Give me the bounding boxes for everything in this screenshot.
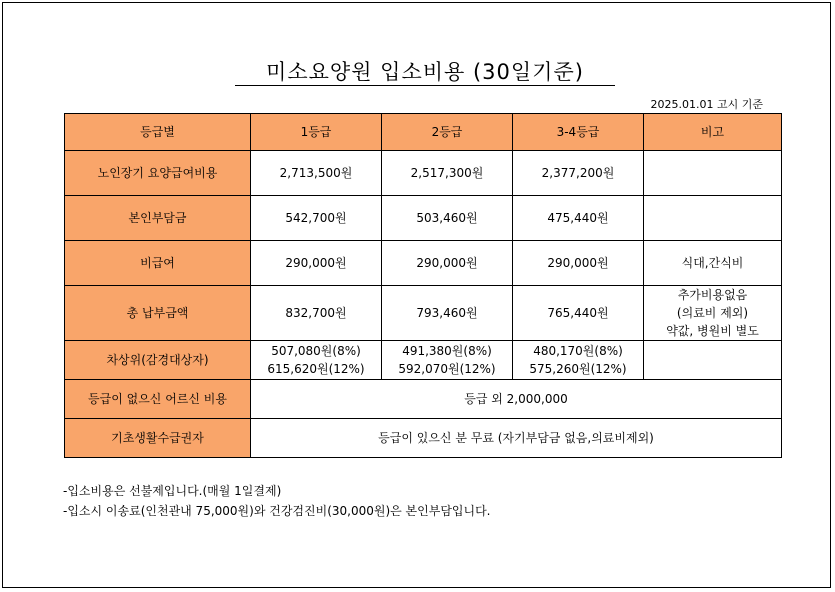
table-cell: 542,700원 [251,196,382,241]
header-grade: 등급별 [65,114,251,151]
cell-line: 592,070원(12%) [398,362,496,376]
cell-line: 615,620원(12%) [267,362,365,376]
cell-line: 575,260원(12%) [529,362,627,376]
table-cell: 503,460원 [382,196,513,241]
table-cell: 290,000원 [513,241,644,286]
table-row [65,341,782,380]
remarks-cell [644,196,782,241]
cell-line: 480,170원(8%) [533,344,623,358]
table-cell: 475,440원 [513,196,644,241]
cell-line: 507,080원(8%) [271,344,361,358]
header-grade-3-4: 3-4등급 [513,114,644,151]
header-grade-1: 1등급 [251,114,382,151]
table-row [65,380,782,419]
table-cell [513,341,644,380]
row-label: 등급이 없으신 어르신 비용 [65,380,251,419]
page-title: 미소요양원 입소비용 (30일기준) [235,59,615,86]
row-label: 차상위(감경대상자) [65,341,251,380]
row-label: 총 납부금액 [65,286,251,341]
table-cell [251,341,382,380]
date-note: 2025.01.01 고시 기준 [650,98,763,111]
table-header-row [65,114,782,151]
row-label: 본인부담금 [65,196,251,241]
footnote-transport: -입소시 이송료(인천관내 75,000원)와 건강검진비(30,000원)은 본인부담입니다. [63,504,491,518]
table-row [65,419,782,458]
footnote-prepay: -입소비용은 선불제입니다.(매월 1일결제) [63,484,282,498]
header-grade-2: 2등급 [382,114,513,151]
merged-cell: 등급이 있으신 분 무료 (자기부담금 없음,의료비제외) [251,419,782,458]
remarks-line: 약값, 병원비 별도 [666,324,759,338]
table-row [65,286,782,341]
table-cell [382,341,513,380]
table-row [65,151,782,196]
remarks-cell [644,286,782,341]
header-remarks: 비고 [644,114,782,151]
remarks-line: 추가비용없음 [677,288,748,302]
cell-line: 491,380원(8%) [402,344,492,358]
remarks-line: (의료비 제외) [676,306,749,320]
table-cell: 832,700원 [251,286,382,341]
remarks-cell: 식대,간식비 [644,241,782,286]
table-cell: 2,713,500원 [251,151,382,196]
row-label: 비급여 [65,241,251,286]
remarks-cell [644,151,782,196]
merged-cell: 등급 외 2,000,000 [251,380,782,419]
row-label: 기초생활수급권자 [65,419,251,458]
table-cell: 765,440원 [513,286,644,341]
table-cell: 290,000원 [382,241,513,286]
remarks-cell [644,341,782,380]
footnotes [63,481,491,521]
table-cell: 290,000원 [251,241,382,286]
fee-table [64,113,782,458]
table-cell: 793,460원 [382,286,513,341]
table-cell: 2,377,200원 [513,151,644,196]
row-label: 노인장기 요양급여비용 [65,151,251,196]
table-row [65,196,782,241]
page-frame [2,2,831,588]
table-row [65,241,782,286]
table-cell: 2,517,300원 [382,151,513,196]
